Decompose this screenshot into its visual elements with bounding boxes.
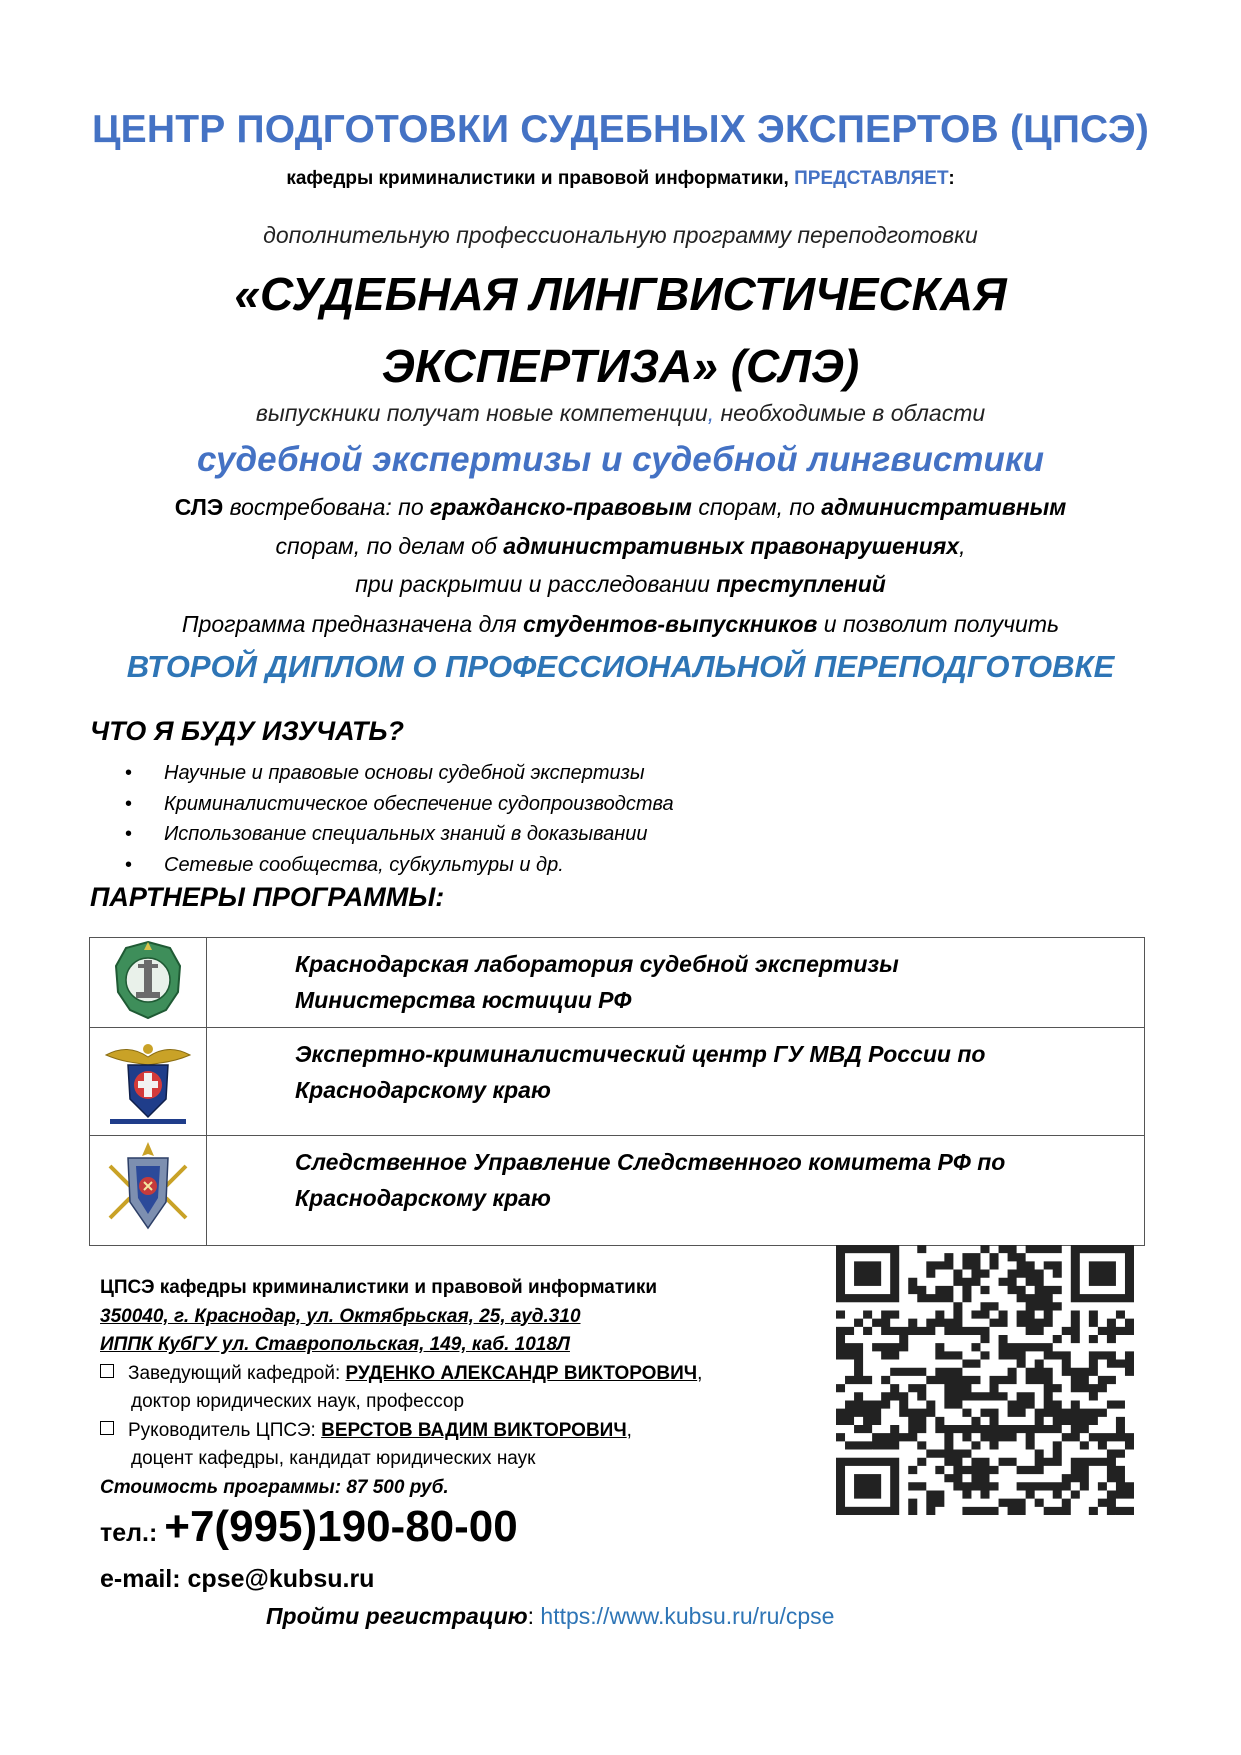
- program-name-line2: ЭКСПЕРТИЗА» (СЛЭ): [381, 340, 860, 392]
- demand-text: востребована: по: [223, 494, 431, 520]
- program-cost: Стоимость программы: 87 500 руб.: [100, 1476, 449, 1498]
- mvd-emblem-icon: [98, 1029, 198, 1129]
- contact-address-2: ИППК КубГУ ул. Ставропольская, 149, каб. 1018Л: [100, 1334, 570, 1355]
- list-item: [120, 850, 674, 881]
- checkbox-icon: [100, 1364, 114, 1378]
- purpose-text-c: и позволит получить: [817, 611, 1060, 637]
- list-item: [120, 819, 674, 850]
- contact-org: ЦПСЭ кафедры криминалистики и правовой информатики: [100, 1277, 658, 1298]
- ministry-justice-emblem-icon: [108, 938, 188, 1022]
- email-line[interactable]: e-mail: cpse@kubsu.ru: [100, 1565, 375, 1593]
- purpose-line: [0, 611, 1241, 638]
- demand-line-2: [0, 533, 1241, 560]
- diploma-line: ВТОРОЙ ДИПЛОМ О ПРОФЕССИОНАЛЬНОЙ ПЕРЕПОДГОТОВКЕ: [126, 649, 1115, 684]
- head-title: доктор юридических наук, профессор: [131, 1391, 465, 1412]
- subtitle: [0, 168, 1241, 190]
- lead-comma: ,: [626, 1419, 632, 1441]
- program-intro: дополнительную профессиональную программу переподготовки: [263, 222, 978, 248]
- register-link[interactable]: https://www.kubsu.ru/ru/cpse: [540, 1603, 835, 1629]
- lead-name: ВЕРСТОВ ВАДИМ ВИКТОРОВИЧ: [321, 1419, 627, 1441]
- partner-logo-cell: [90, 1136, 207, 1246]
- purpose-text-a: Программа предназначена для: [181, 611, 523, 637]
- bullet-icon: •: [125, 792, 133, 815]
- head-comma: ,: [697, 1362, 703, 1384]
- table-row: [90, 1028, 1145, 1136]
- investigative-committee-emblem-icon: [100, 1136, 196, 1240]
- subtitle-colon: :: [948, 168, 955, 189]
- subtitle-highlight: ПРЕДСТАВЛЯЕТ: [794, 168, 949, 189]
- demand-crimes: преступлений: [716, 571, 886, 597]
- demand-line-3: [0, 571, 1241, 598]
- graduates-line: [0, 400, 1241, 427]
- checkbox-icon: [100, 1421, 114, 1435]
- list-item-text: Сетевые сообщества, субкультуры и др.: [164, 853, 564, 876]
- demand-text: спорам, по делам об: [275, 533, 504, 559]
- partner-name-cell: [207, 938, 1145, 1028]
- partner-name-line2: Краснодарскому краю: [295, 1077, 551, 1103]
- partners-table: [89, 937, 1145, 1246]
- partner-name-line1: Экспертно-криминалистический центр ГУ МВД России по: [295, 1041, 986, 1067]
- study-list: [120, 758, 674, 880]
- phone-line: [100, 1502, 518, 1552]
- lead-label: Руководитель ЦПСЭ:: [128, 1419, 322, 1441]
- partner-name-cell: [207, 1028, 1145, 1136]
- phone-number[interactable]: +7(995)190-80-00: [164, 1502, 518, 1551]
- partner-name-line2: Краснодарскому краю: [295, 1185, 551, 1211]
- list-item: [120, 758, 674, 789]
- register-line: [266, 1603, 834, 1630]
- head-of-department: [100, 1360, 702, 1389]
- bullet-icon: •: [125, 823, 133, 845]
- demand-text: спорам, по: [691, 494, 822, 520]
- partner-name-line1: Следственное Управление Следственного комитета РФ по: [295, 1149, 1006, 1175]
- study-heading: ЧТО Я БУДУ ИЗУЧАТЬ?: [90, 716, 404, 746]
- partner-logo-cell: [90, 1028, 207, 1136]
- head-name: РУДЕНКО АЛЕКСАНДР ВИКТОРОВИЧ: [345, 1362, 698, 1384]
- graduates-comma: ,: [707, 400, 715, 426]
- lead-title: доцент кафедры, кандидат юридических наук: [131, 1448, 536, 1469]
- demand-admin: административным: [821, 494, 1067, 520]
- phone-label: тел.:: [100, 1519, 165, 1547]
- demand-abbr: СЛЭ: [174, 494, 224, 520]
- field-line: судебной экспертизы и судебной лингвистики: [197, 440, 1044, 479]
- register-label: Пройти регистрацию: [266, 1603, 528, 1629]
- list-item-text: Использование специальных знаний в доказывании: [164, 823, 648, 845]
- program-name-line1: «СУДЕБНАЯ ЛИНГВИСТИЧЕСКАЯ: [234, 268, 1007, 320]
- table-row: [90, 938, 1145, 1028]
- contact-block: [100, 1274, 702, 1502]
- graduates-text-b: необходимые в области: [714, 400, 986, 426]
- purpose-students: студентов-выпускников: [522, 611, 818, 637]
- bullet-icon: •: [125, 853, 133, 876]
- center-lead: [100, 1417, 702, 1446]
- demand-line-1: [0, 494, 1241, 521]
- head-label: Заведующий кафедрой:: [128, 1362, 346, 1384]
- demand-comma: ,: [959, 533, 966, 559]
- demand-civil: гражданско-правовым: [430, 494, 692, 520]
- table-row: [90, 1136, 1145, 1246]
- list-item: [120, 789, 674, 820]
- graduates-text-a: выпускники получат новые компетенции: [255, 400, 708, 426]
- partner-name-cell: [207, 1136, 1145, 1246]
- demand-text: при раскрытии и расследовании: [355, 571, 717, 597]
- demand-offenses: административных правонарушениях: [503, 533, 960, 559]
- page-title: ЦЕНТР ПОДГОТОВКИ СУДЕБНЫХ ЭКСПЕРТОВ (ЦПСЭ): [91, 108, 1150, 151]
- bullet-icon: •: [125, 762, 133, 784]
- program-name: [0, 258, 1241, 402]
- partner-name-line1: Краснодарская лаборатория судебной экспертизы: [295, 951, 899, 977]
- partners-heading: ПАРТНЕРЫ ПРОГРАММЫ:: [90, 882, 445, 912]
- partner-name-line2: Министерства юстиции РФ: [295, 987, 632, 1013]
- list-item-text: Научные и правовые основы судебной экспертизы: [164, 762, 645, 784]
- contact-address-1: 350040, г. Краснодар, ул. Октябрьская, 25, ауд.310: [100, 1305, 581, 1327]
- register-colon: :: [527, 1603, 541, 1629]
- subtitle-main: кафедры криминалистики и правовой информатики,: [286, 168, 795, 189]
- partner-logo-cell: [90, 938, 207, 1028]
- list-item-text: Криминалистическое обеспечение судопроизводства: [164, 792, 674, 815]
- qr-code-icon: [836, 1245, 1134, 1515]
